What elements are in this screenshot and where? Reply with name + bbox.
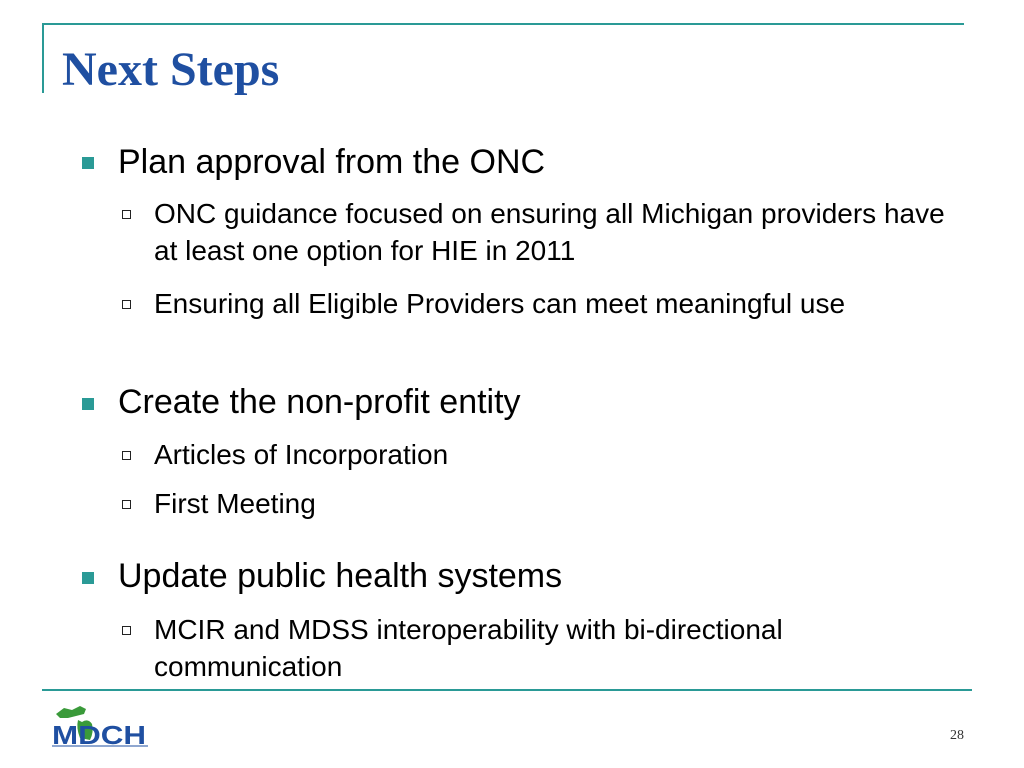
sub-bullet-text: First Meeting (154, 488, 316, 519)
frame-left-line (42, 23, 44, 93)
sub-bullet-text: Articles of Incorporation (154, 439, 449, 470)
bullet-text: Create the non-profit entity (118, 383, 521, 421)
frame-bottom-line (42, 689, 972, 691)
logo-text: MDCH (52, 720, 146, 748)
bullet-square-icon (82, 157, 94, 169)
sub-bullet-text: ONC guidance focused on ensuring all Michigan providers have at least one option for HIE in 2011 (154, 198, 945, 266)
bullet-text: Plan approval from the ONC (118, 143, 546, 181)
mdch-logo (50, 700, 150, 748)
sub-bullet-hollow-square-icon (122, 626, 131, 635)
sub-bullet-hollow-square-icon (122, 500, 131, 509)
bullet-square-icon (82, 398, 94, 410)
sub-bullet-hollow-square-icon (122, 210, 131, 219)
sub-bullet-hollow-square-icon (122, 300, 131, 309)
michigan-outline-icon (56, 706, 86, 718)
sub-bullet-hollow-square-icon (122, 451, 131, 460)
page-number: 28 (950, 728, 964, 743)
bullet-square-icon (82, 572, 94, 584)
slide-title: Next Steps (62, 43, 280, 96)
sub-bullet-text: Ensuring all Eligible Providers can meet meaningful use (154, 288, 846, 319)
bullet-text: Update public health systems (118, 557, 563, 595)
sub-bullet-text: MCIR and MDSS interoperability with bi-directional communication (154, 614, 783, 682)
frame-top-line (42, 23, 964, 25)
